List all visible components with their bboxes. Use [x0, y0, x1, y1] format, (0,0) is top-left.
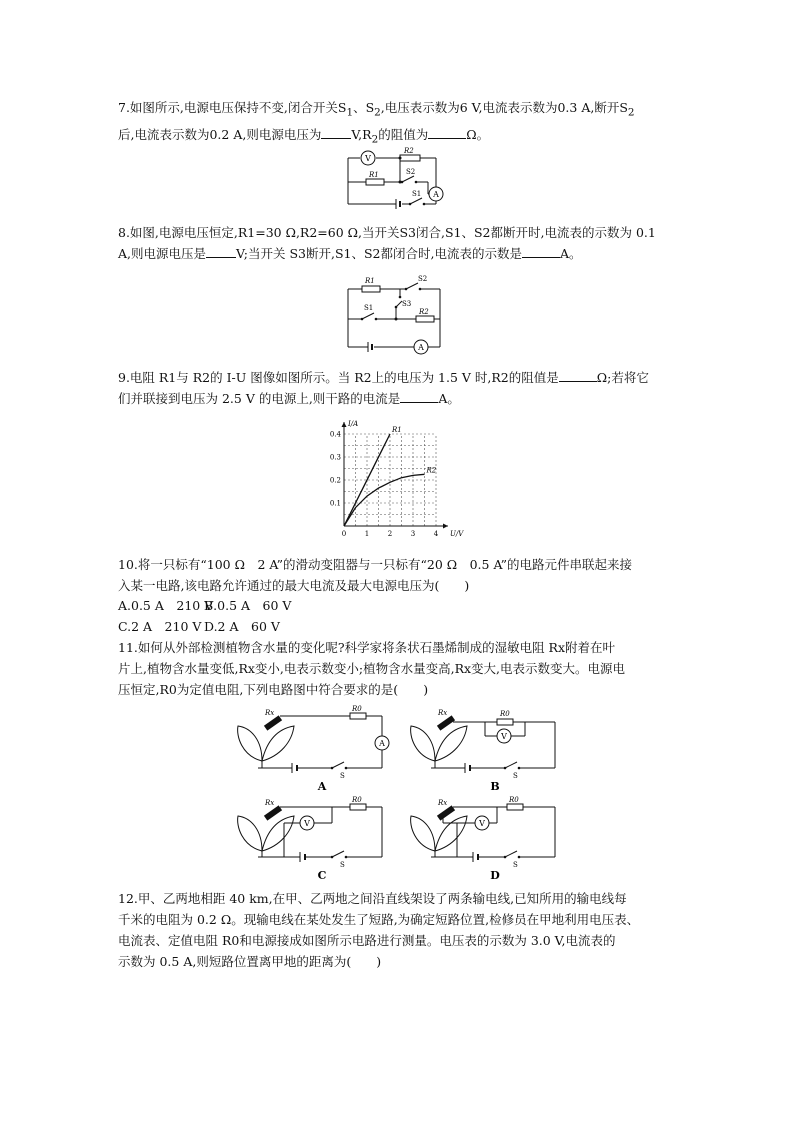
y-tick-label: 0.2 — [329, 476, 341, 485]
q8-s2-label: S2 — [418, 275, 428, 283]
question-10 — [118, 554, 678, 596]
plant-leaf-icon — [238, 816, 294, 851]
question-12 — [118, 888, 678, 972]
y-tick-label: 0.1 — [329, 499, 341, 508]
q7-text: 7.如图所示,电源电压保持不变,闭合开关$S_1$、$S_2$,电压表示数为6 V,电流表示数为0.3 A,断开$S_2$ 后,电流表示数为0.2 A,则电源电压为 $V,R_2$的阻值为 Ω。 — [118, 100, 635, 145]
q9-blank-resistance[interactable] — [559, 367, 597, 382]
caption-d: D — [490, 869, 500, 882]
switch-label: S — [513, 861, 518, 869]
q8-ammeter-label: A — [418, 343, 424, 352]
q11-circuit-c[interactable] — [232, 793, 402, 883]
r0-label: R0 — [352, 796, 362, 804]
question-9 — [118, 367, 678, 409]
q7-circuit-diagram — [340, 146, 450, 216]
q8-s1-label: S1 — [364, 304, 374, 312]
q12-text: 12.甲、乙两地相距 40 km,在甲、乙两地之间沿直线架设了两条输电线,已知所用的输电线每 千米的电阻为 0.2 Ω。现输电线在某处发生了短路,为确定短路位置,检修员在甲地利用电压表、 电流表、定值电阻 R0和电源接成如图所示电路进行测量。电压表的示数为 3.0 V,电流表的 示数为 0.5 A,则短路位置离甲地的距离为( ) — [118, 891, 640, 969]
q10-text: 10.将一只标有“100 Ω 2 A”的滑动变阻器与一只标有“20 Ω 0.5 A”的电路元件串联起来接 入某一电路,该电路允许通过的最大电流及最大电源电压为( ) — [118, 557, 633, 593]
y-tick-label: 0.3 — [329, 453, 341, 462]
q11-text: 11.如何从外部检测植物含水量的变化呢?科学家将条状石墨烯制成的湿敏电阻 Rx附着在叶 片上,植物含水量变低,Rx变小,电表示数变小;植物含水量变高,Rx变大,电表示数变大。电源电 压恒定,R0为定值电阻,下列电路图中符合要求的是( ) — [118, 640, 626, 697]
q11-circuit-a[interactable] — [232, 706, 402, 794]
y-tick-label: 0.4 — [329, 430, 341, 439]
q10-option-c[interactable]: C.2 A 210 V — [118, 619, 202, 634]
q7-r1-label: R1 — [369, 171, 379, 179]
series-label-r1: R1 — [392, 426, 402, 434]
q8-blank-current[interactable] — [522, 243, 560, 258]
q11-circuit-d[interactable] — [405, 793, 575, 883]
plant-leaf-icon — [411, 816, 467, 851]
q9-text: 9.电阻 R1与 R2的 I-U 图像如图所示。当 R2上的电压为 1.5 V 时,R2的阻值是 Ω;若将它 们并联接到电压为 2.5 V 的电源上,则干路的电流是 A。 — [118, 367, 678, 409]
question-7 — [118, 97, 678, 150]
r0-label: R0 — [352, 705, 362, 713]
rx-label: Rx — [438, 799, 448, 807]
x-axis-label: U/V — [450, 530, 464, 538]
x-axis-arrow — [443, 524, 448, 529]
q10-option-d[interactable]: D.2 A 60 V — [204, 619, 280, 634]
q8-r2-label: R2 — [419, 308, 429, 316]
chart-grid — [344, 434, 436, 526]
q7-r2-label: R2 — [404, 147, 414, 155]
r0-resistor — [497, 719, 513, 725]
y-axis-arrow — [342, 422, 347, 427]
q7-blank-voltage[interactable] — [321, 124, 351, 139]
caption-c: C — [317, 869, 327, 882]
r0-label: R0 — [509, 796, 519, 804]
x-tick-label: 2 — [387, 530, 393, 538]
r0-resistor — [350, 804, 366, 810]
switch-label: S — [340, 861, 345, 869]
rx-sensor-icon — [437, 715, 455, 730]
q8-circuit-diagram — [340, 273, 450, 358]
q7-voltmeter-label: V — [365, 154, 371, 163]
q7-r2-resistor — [400, 155, 420, 161]
question-11 — [118, 637, 678, 700]
q7-ammeter-label: A — [433, 190, 439, 199]
y-axis-label: I/A — [348, 420, 359, 428]
q8-s3-label: S3 — [402, 300, 412, 308]
plant-leaf-icon — [238, 726, 294, 761]
q8-text: 8.如图,电源电压恒定,R1=30 Ω,R2=60 Ω,当开关S3闭合,S1、S2都断开时,电流表的示数为 0.1 A,则电源电压是 V;当开关 S3断开,S1、S2都闭合时,电流表的示数是 A。 — [118, 225, 656, 261]
caption-a: A — [317, 780, 327, 793]
q9-iu-chart — [320, 418, 464, 543]
q7-blank-resistance[interactable] — [428, 124, 466, 139]
caption-b: B — [490, 780, 500, 793]
q9-blank-current[interactable] — [400, 388, 438, 403]
rx-sensor-icon — [437, 805, 455, 820]
switch-label: S — [340, 772, 345, 780]
chart-axes — [342, 422, 449, 529]
x-tick-label: 1 — [364, 530, 370, 538]
rx-sensor-icon — [264, 715, 282, 730]
q8-r1-label: R1 — [365, 277, 375, 285]
voltmeter-label: V — [304, 819, 310, 828]
r0-resistor — [507, 804, 523, 810]
switch-label: S — [513, 772, 518, 780]
rx-sensor-icon — [264, 805, 282, 820]
r0-resistor — [350, 713, 366, 719]
voltmeter-label: V — [501, 732, 507, 741]
rx-label: Rx — [265, 709, 275, 717]
q11-circuit-b[interactable] — [405, 706, 575, 794]
q8-blank-voltage[interactable] — [206, 243, 236, 258]
x-tick-label: 0 — [341, 530, 347, 538]
q8-r1-resistor — [362, 286, 380, 292]
q7-s2-label: S2 — [406, 168, 416, 176]
r0-label: R0 — [500, 710, 510, 718]
q7-s1-label: S1 — [412, 190, 422, 198]
question-8 — [118, 222, 678, 264]
ammeter-label: A — [379, 739, 385, 748]
rx-label: Rx — [265, 799, 275, 807]
plant-leaf-icon — [411, 726, 467, 761]
series-line-r2 — [344, 474, 425, 526]
x-tick-label: 4 — [433, 530, 439, 538]
rx-label: Rx — [438, 709, 448, 717]
x-tick-label: 3 — [410, 530, 416, 538]
q10-option-a[interactable]: A.0.5 A 210 V — [118, 598, 214, 613]
q8-r2-resistor — [416, 316, 434, 322]
series-label-r2: R2 — [426, 466, 437, 475]
q10-option-b[interactable]: B.0.5 A 60 V — [204, 598, 292, 613]
voltmeter-label: V — [479, 819, 485, 828]
q7-r1-resistor — [366, 179, 384, 185]
